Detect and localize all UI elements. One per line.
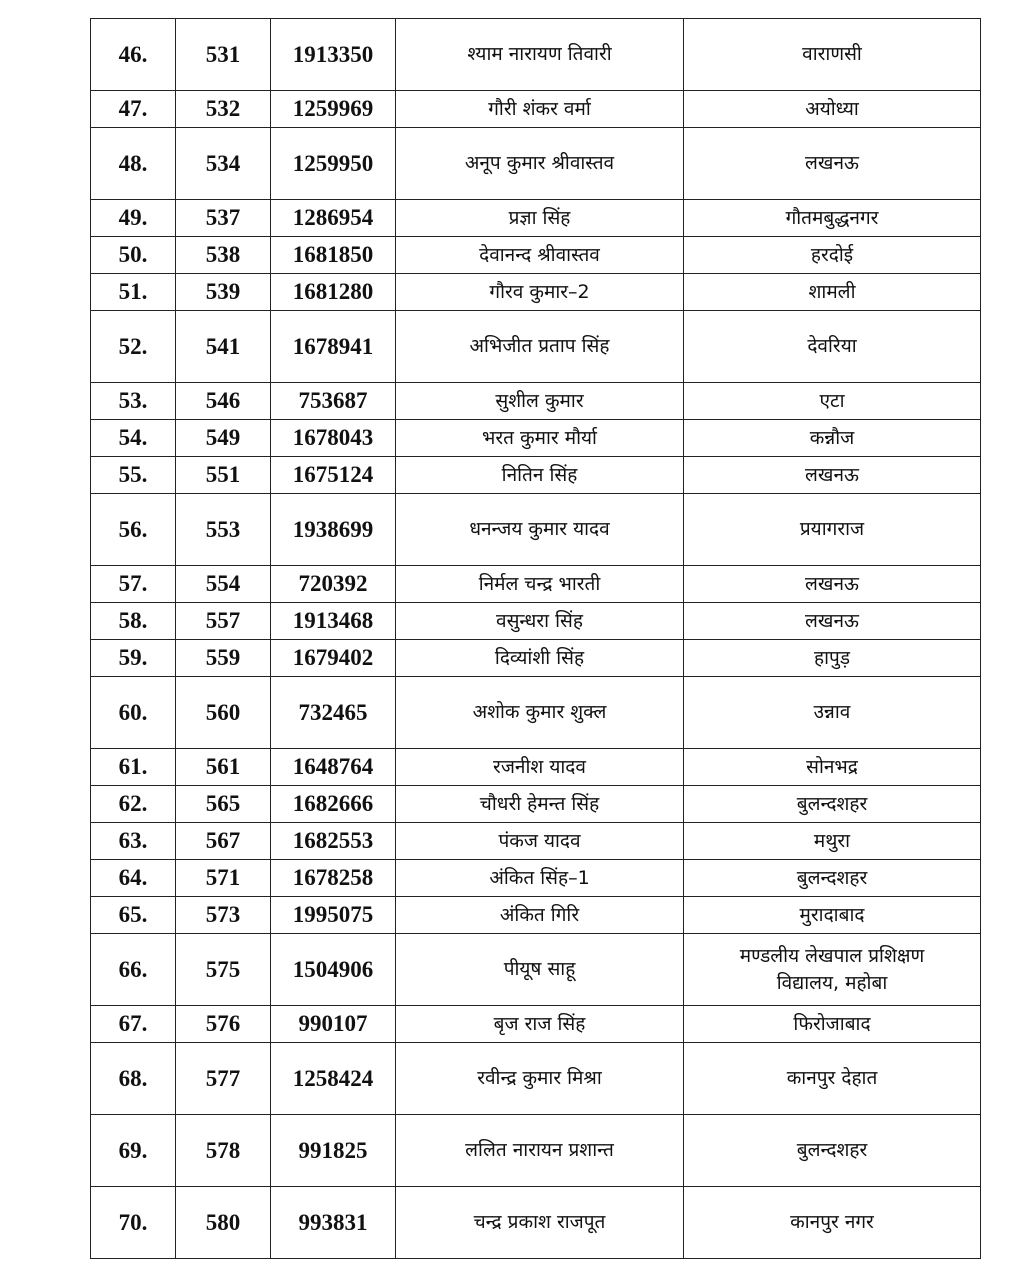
serial-number-cell: 64. xyxy=(91,860,176,897)
table-row xyxy=(91,897,981,934)
roll-number-cell: 561 xyxy=(176,749,271,786)
table-row xyxy=(91,274,981,311)
district-text: हरदोई xyxy=(810,243,854,266)
name-cell: अभिजीत प्रताप सिंह xyxy=(396,311,684,383)
name-cell: निर्मल चन्द्र भारती xyxy=(396,566,684,603)
district-cell xyxy=(684,274,981,311)
name-cell: अंकित गिरि xyxy=(396,897,684,934)
serial-number-cell: 61. xyxy=(91,749,176,786)
district-text: कानपुर नगर xyxy=(790,1211,874,1233)
table-row xyxy=(91,128,981,200)
serial-number-cell: 48. xyxy=(91,128,176,200)
name-cell: पंकज यादव xyxy=(396,823,684,860)
serial-number-cell: 60. xyxy=(91,677,176,749)
district-cell xyxy=(684,200,981,237)
district-text: गौतमबुद्धनगर xyxy=(785,206,879,229)
employee-id-cell: 1678941 xyxy=(271,311,396,383)
employee-id-cell: 1504906 xyxy=(271,934,396,1006)
district-cell xyxy=(684,237,981,274)
table-row xyxy=(91,457,981,494)
roll-number-cell: 577 xyxy=(176,1043,271,1115)
serial-number-cell: 57. xyxy=(91,566,176,603)
district-text: फिरोजाबाद xyxy=(793,1012,871,1035)
table-row xyxy=(91,311,981,383)
district-text: मुरादाबाद xyxy=(799,903,865,926)
district-cell xyxy=(684,566,981,603)
table-row xyxy=(91,1006,981,1043)
district-text: हापुड़ xyxy=(814,646,850,669)
name-cell: गौरी शंकर वर्मा xyxy=(396,91,684,128)
employee-id-cell: 1679402 xyxy=(271,640,396,677)
serial-number-cell: 52. xyxy=(91,311,176,383)
table-row xyxy=(91,1043,981,1115)
roll-number-cell: 560 xyxy=(176,677,271,749)
roll-number-cell: 554 xyxy=(176,566,271,603)
district-cell xyxy=(684,383,981,420)
district-cell xyxy=(684,1115,981,1187)
district-text: लखनऊ xyxy=(805,609,859,632)
employee-id-cell: 1258424 xyxy=(271,1043,396,1115)
district-text: मथुरा xyxy=(813,829,851,852)
name-cell: वसुन्धरा सिंह xyxy=(396,603,684,640)
serial-number-cell: 59. xyxy=(91,640,176,677)
roll-number-cell: 565 xyxy=(176,786,271,823)
serial-number-cell: 56. xyxy=(91,494,176,566)
table-row xyxy=(91,677,981,749)
table-row xyxy=(91,823,981,860)
district-cell xyxy=(684,1043,981,1115)
employee-id-cell: 1913468 xyxy=(271,603,396,640)
name-cell: अनूप कुमार श्रीवास्तव xyxy=(396,128,684,200)
name-cell: चौधरी हेमन्त सिंह xyxy=(396,786,684,823)
roll-number-cell: 532 xyxy=(176,91,271,128)
table-row xyxy=(91,200,981,237)
roll-number-cell: 531 xyxy=(176,19,271,91)
district-text: वाराणसी xyxy=(802,43,862,65)
district-cell xyxy=(684,749,981,786)
table-row xyxy=(91,1187,981,1259)
name-cell: अशोक कुमार शुक्ल xyxy=(396,677,684,749)
employee-id-cell: 1681850 xyxy=(271,237,396,274)
serial-number-cell: 55. xyxy=(91,457,176,494)
district-text: बुलन्दशहर xyxy=(796,866,868,889)
district-cell xyxy=(684,897,981,934)
employee-id-cell: 990107 xyxy=(271,1006,396,1043)
table-row xyxy=(91,603,981,640)
district-text: एटा xyxy=(819,389,845,412)
district-cell xyxy=(684,640,981,677)
roll-number-cell: 557 xyxy=(176,603,271,640)
roll-number-cell: 576 xyxy=(176,1006,271,1043)
serial-number-cell: 69. xyxy=(91,1115,176,1187)
district-cell xyxy=(684,1187,981,1259)
district-text: बुलन्दशहर xyxy=(796,1139,868,1161)
table-row xyxy=(91,19,981,91)
roll-number-cell: 580 xyxy=(176,1187,271,1259)
employee-id-cell: 1995075 xyxy=(271,897,396,934)
table-row xyxy=(91,566,981,603)
name-cell: ललित नारायन प्रशान्त xyxy=(396,1115,684,1187)
employee-id-cell: 720392 xyxy=(271,566,396,603)
district-text: बुलन्दशहर xyxy=(796,792,868,815)
table-row xyxy=(91,749,981,786)
roll-number-cell: 539 xyxy=(176,274,271,311)
name-cell: प्रज्ञा सिंह xyxy=(396,200,684,237)
district-text: अयोध्या xyxy=(805,97,859,120)
employee-id-cell: 1682553 xyxy=(271,823,396,860)
roll-number-cell: 578 xyxy=(176,1115,271,1187)
roll-number-cell: 575 xyxy=(176,934,271,1006)
name-cell: श्याम नारायण तिवारी xyxy=(396,19,684,91)
table-row xyxy=(91,383,981,420)
serial-number-cell: 70. xyxy=(91,1187,176,1259)
district-cell xyxy=(684,494,981,566)
district-text: लखनऊ xyxy=(805,463,859,486)
district-text: मण्डलीय लेखपाल प्रशिक्षण xyxy=(739,944,925,967)
table-row xyxy=(91,934,981,1006)
roll-number-cell: 537 xyxy=(176,200,271,237)
name-cell: दिव्यांशी सिंह xyxy=(396,640,684,677)
table-row xyxy=(91,860,981,897)
name-cell: पीयूष साहू xyxy=(396,934,684,1006)
table-row xyxy=(91,1115,981,1187)
name-cell: भरत कुमार मौर्या xyxy=(396,420,684,457)
table-body xyxy=(91,19,981,1259)
district-text: लखनऊ xyxy=(805,572,859,595)
district-cell xyxy=(684,603,981,640)
district-text: प्रयागराज xyxy=(799,518,865,540)
serial-number-cell: 63. xyxy=(91,823,176,860)
district-text: कन्नौज xyxy=(809,426,855,449)
employee-id-cell: 1938699 xyxy=(271,494,396,566)
employee-id-cell: 1681280 xyxy=(271,274,396,311)
name-cell: चन्द्र प्रकाश राजपूत xyxy=(396,1187,684,1259)
candidate-list-table xyxy=(90,18,981,1259)
roll-number-cell: 553 xyxy=(176,494,271,566)
district-cell xyxy=(684,677,981,749)
name-cell: गौरव कुमार–2 xyxy=(396,274,684,311)
roll-number-cell: 571 xyxy=(176,860,271,897)
name-cell: अंकित सिंह–1 xyxy=(396,860,684,897)
name-cell: रवीन्द्र कुमार मिश्रा xyxy=(396,1043,684,1115)
name-cell: देवानन्द श्रीवास्तव xyxy=(396,237,684,274)
serial-number-cell: 46. xyxy=(91,19,176,91)
roll-number-cell: 546 xyxy=(176,383,271,420)
district-cell xyxy=(684,823,981,860)
district-cell xyxy=(684,420,981,457)
serial-number-cell: 47. xyxy=(91,91,176,128)
district-cell xyxy=(684,91,981,128)
district-cell xyxy=(684,128,981,200)
serial-number-cell: 50. xyxy=(91,237,176,274)
serial-number-cell: 53. xyxy=(91,383,176,420)
table-row xyxy=(91,91,981,128)
name-cell: सुशील कुमार xyxy=(396,383,684,420)
table-row xyxy=(91,237,981,274)
employee-id-cell: 1913350 xyxy=(271,19,396,91)
district-cell xyxy=(684,786,981,823)
district-text: देवरिया xyxy=(807,335,857,357)
employee-id-cell: 993831 xyxy=(271,1187,396,1259)
table-row xyxy=(91,420,981,457)
roll-number-cell: 567 xyxy=(176,823,271,860)
employee-id-cell: 732465 xyxy=(271,677,396,749)
district-cell xyxy=(684,311,981,383)
employee-id-cell: 1678258 xyxy=(271,860,396,897)
serial-number-cell: 68. xyxy=(91,1043,176,1115)
district-cell xyxy=(684,1006,981,1043)
employee-id-cell: 1286954 xyxy=(271,200,396,237)
district-text: उन्नाव xyxy=(813,701,851,723)
district-text: कानपुर देहात xyxy=(786,1067,878,1089)
district-cell xyxy=(684,457,981,494)
district-cell xyxy=(684,19,981,91)
employee-id-cell: 1259969 xyxy=(271,91,396,128)
employee-id-cell: 1678043 xyxy=(271,420,396,457)
district-text: लखनऊ xyxy=(805,152,859,174)
district-cell xyxy=(684,860,981,897)
table-row xyxy=(91,786,981,823)
serial-number-cell: 62. xyxy=(91,786,176,823)
roll-number-cell: 538 xyxy=(176,237,271,274)
employee-id-cell: 753687 xyxy=(271,383,396,420)
district-text: शामली xyxy=(808,280,856,303)
employee-id-cell: 1648764 xyxy=(271,749,396,786)
roll-number-cell: 549 xyxy=(176,420,271,457)
name-cell: रजनीश यादव xyxy=(396,749,684,786)
table-row xyxy=(91,494,981,566)
roll-number-cell: 559 xyxy=(176,640,271,677)
roll-number-cell: 534 xyxy=(176,128,271,200)
serial-number-cell: 49. xyxy=(91,200,176,237)
serial-number-cell: 67. xyxy=(91,1006,176,1043)
district-cell xyxy=(684,934,981,1006)
employee-id-cell: 1675124 xyxy=(271,457,396,494)
serial-number-cell: 58. xyxy=(91,603,176,640)
name-cell: नितिन सिंह xyxy=(396,457,684,494)
roll-number-cell: 551 xyxy=(176,457,271,494)
roll-number-cell: 573 xyxy=(176,897,271,934)
serial-number-cell: 54. xyxy=(91,420,176,457)
name-cell: बृज राज सिंह xyxy=(396,1006,684,1043)
district-text: विद्यालय, महोबा xyxy=(776,971,888,994)
name-cell: धनन्जय कुमार यादव xyxy=(396,494,684,566)
serial-number-cell: 65. xyxy=(91,897,176,934)
employee-id-cell: 1259950 xyxy=(271,128,396,200)
employee-id-cell: 991825 xyxy=(271,1115,396,1187)
district-text: सोनभद्र xyxy=(806,755,858,778)
serial-number-cell: 51. xyxy=(91,274,176,311)
roll-number-cell: 541 xyxy=(176,311,271,383)
serial-number-cell: 66. xyxy=(91,934,176,1006)
employee-id-cell: 1682666 xyxy=(271,786,396,823)
table-row xyxy=(91,640,981,677)
